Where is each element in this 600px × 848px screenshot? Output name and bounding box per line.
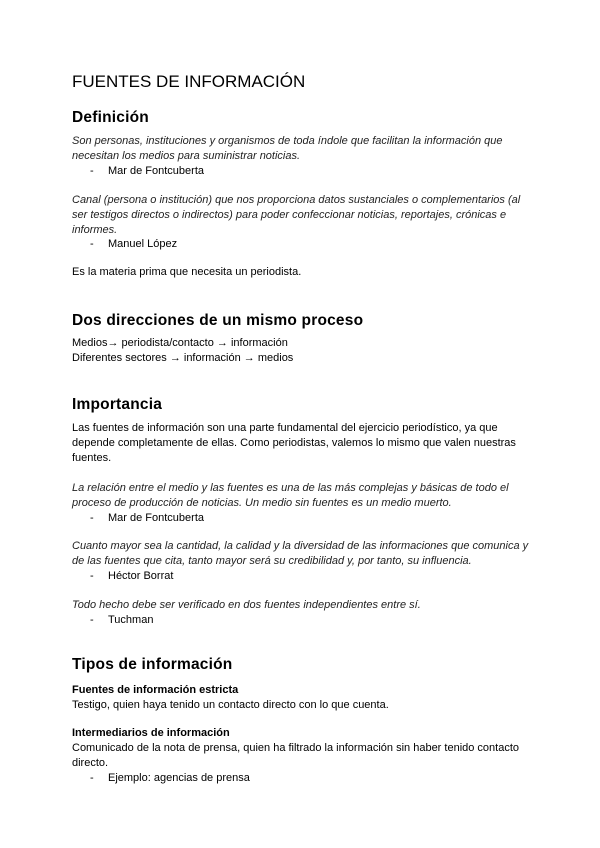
author-name: Manuel López	[108, 238, 178, 250]
subheading: Intermediarios de información	[72, 727, 230, 739]
bullet-dash: -	[90, 165, 94, 177]
bullet-item	[90, 771, 250, 786]
author-name: Héctor Borrat	[108, 570, 174, 582]
flow-line: Diferentes sectores → información → medios	[72, 352, 294, 364]
bullet-dash: -	[90, 570, 94, 582]
bullet-text: Ejemplo: agencias de prensa	[108, 772, 250, 784]
bullet-dash: -	[90, 512, 94, 524]
paragraph: Es la materia prima que necesita un periodista.	[72, 266, 302, 278]
subheading: Fuentes de información estricta	[72, 684, 239, 696]
paragraph: Testigo, quien haya tenido un contacto directo con lo que cuenta.	[72, 699, 389, 711]
quote-author	[90, 569, 173, 584]
heading-tipos: Tipos de información	[72, 656, 233, 673]
paragraph: Las fuentes de información son una parte fundamental del ejercicio periodístico, ya que depende completamente de ellas. Como periodistas, valemos lo mismo que valen nuestras fuentes.	[72, 422, 516, 464]
quote: Cuanto mayor sea la cantidad, la calidad y la diversidad de las informaciones que comunica y de las fuentes que cita, tanto mayor será su credibilidad y, por tanto, su influencia.	[72, 540, 529, 567]
bullet-dash: -	[90, 238, 94, 250]
author-name: Mar de Fontcuberta	[108, 512, 204, 524]
heading-direcciones: Dos direcciones de un mismo proceso	[72, 312, 364, 329]
flow-line: Medios→ periodista/contacto → información	[72, 337, 288, 349]
heading-definicion: Definición	[72, 109, 149, 126]
quote-author	[90, 511, 204, 526]
bullet-dash: -	[90, 772, 94, 784]
paragraph: Comunicado de la nota de prensa, quien ha filtrado la información sin haber tenido contacto directo.	[72, 742, 520, 769]
quote-author	[90, 164, 204, 179]
bullet-dash: -	[90, 614, 94, 626]
quote: Canal (persona o institución) que nos proporciona datos sustanciales o complementarios (al ser testigos directos o indirectos) para poder confeccionar noticias, reportajes, crónicas e informes.	[72, 194, 521, 236]
author-name: Tuchman	[108, 614, 154, 626]
heading-importancia: Importancia	[72, 396, 163, 413]
quote: La relación entre el medio y las fuentes es una de las más complejas y básicas de todo el proceso de producción de noticias. Un medio sin fuentes es un medio muerto.	[72, 482, 509, 509]
quote-author	[90, 237, 177, 252]
quote: Todo hecho debe ser verificado en dos fuentes independientes entre sí.	[72, 599, 421, 611]
quote: Son personas, instituciones y organismos de toda índole que facilitan la información que necesitan los medios para suministrar noticias.	[72, 135, 503, 162]
page-title: FUENTES DE INFORMACIÓN	[72, 72, 306, 91]
quote-author	[90, 613, 153, 628]
author-name: Mar de Fontcuberta	[108, 165, 204, 177]
